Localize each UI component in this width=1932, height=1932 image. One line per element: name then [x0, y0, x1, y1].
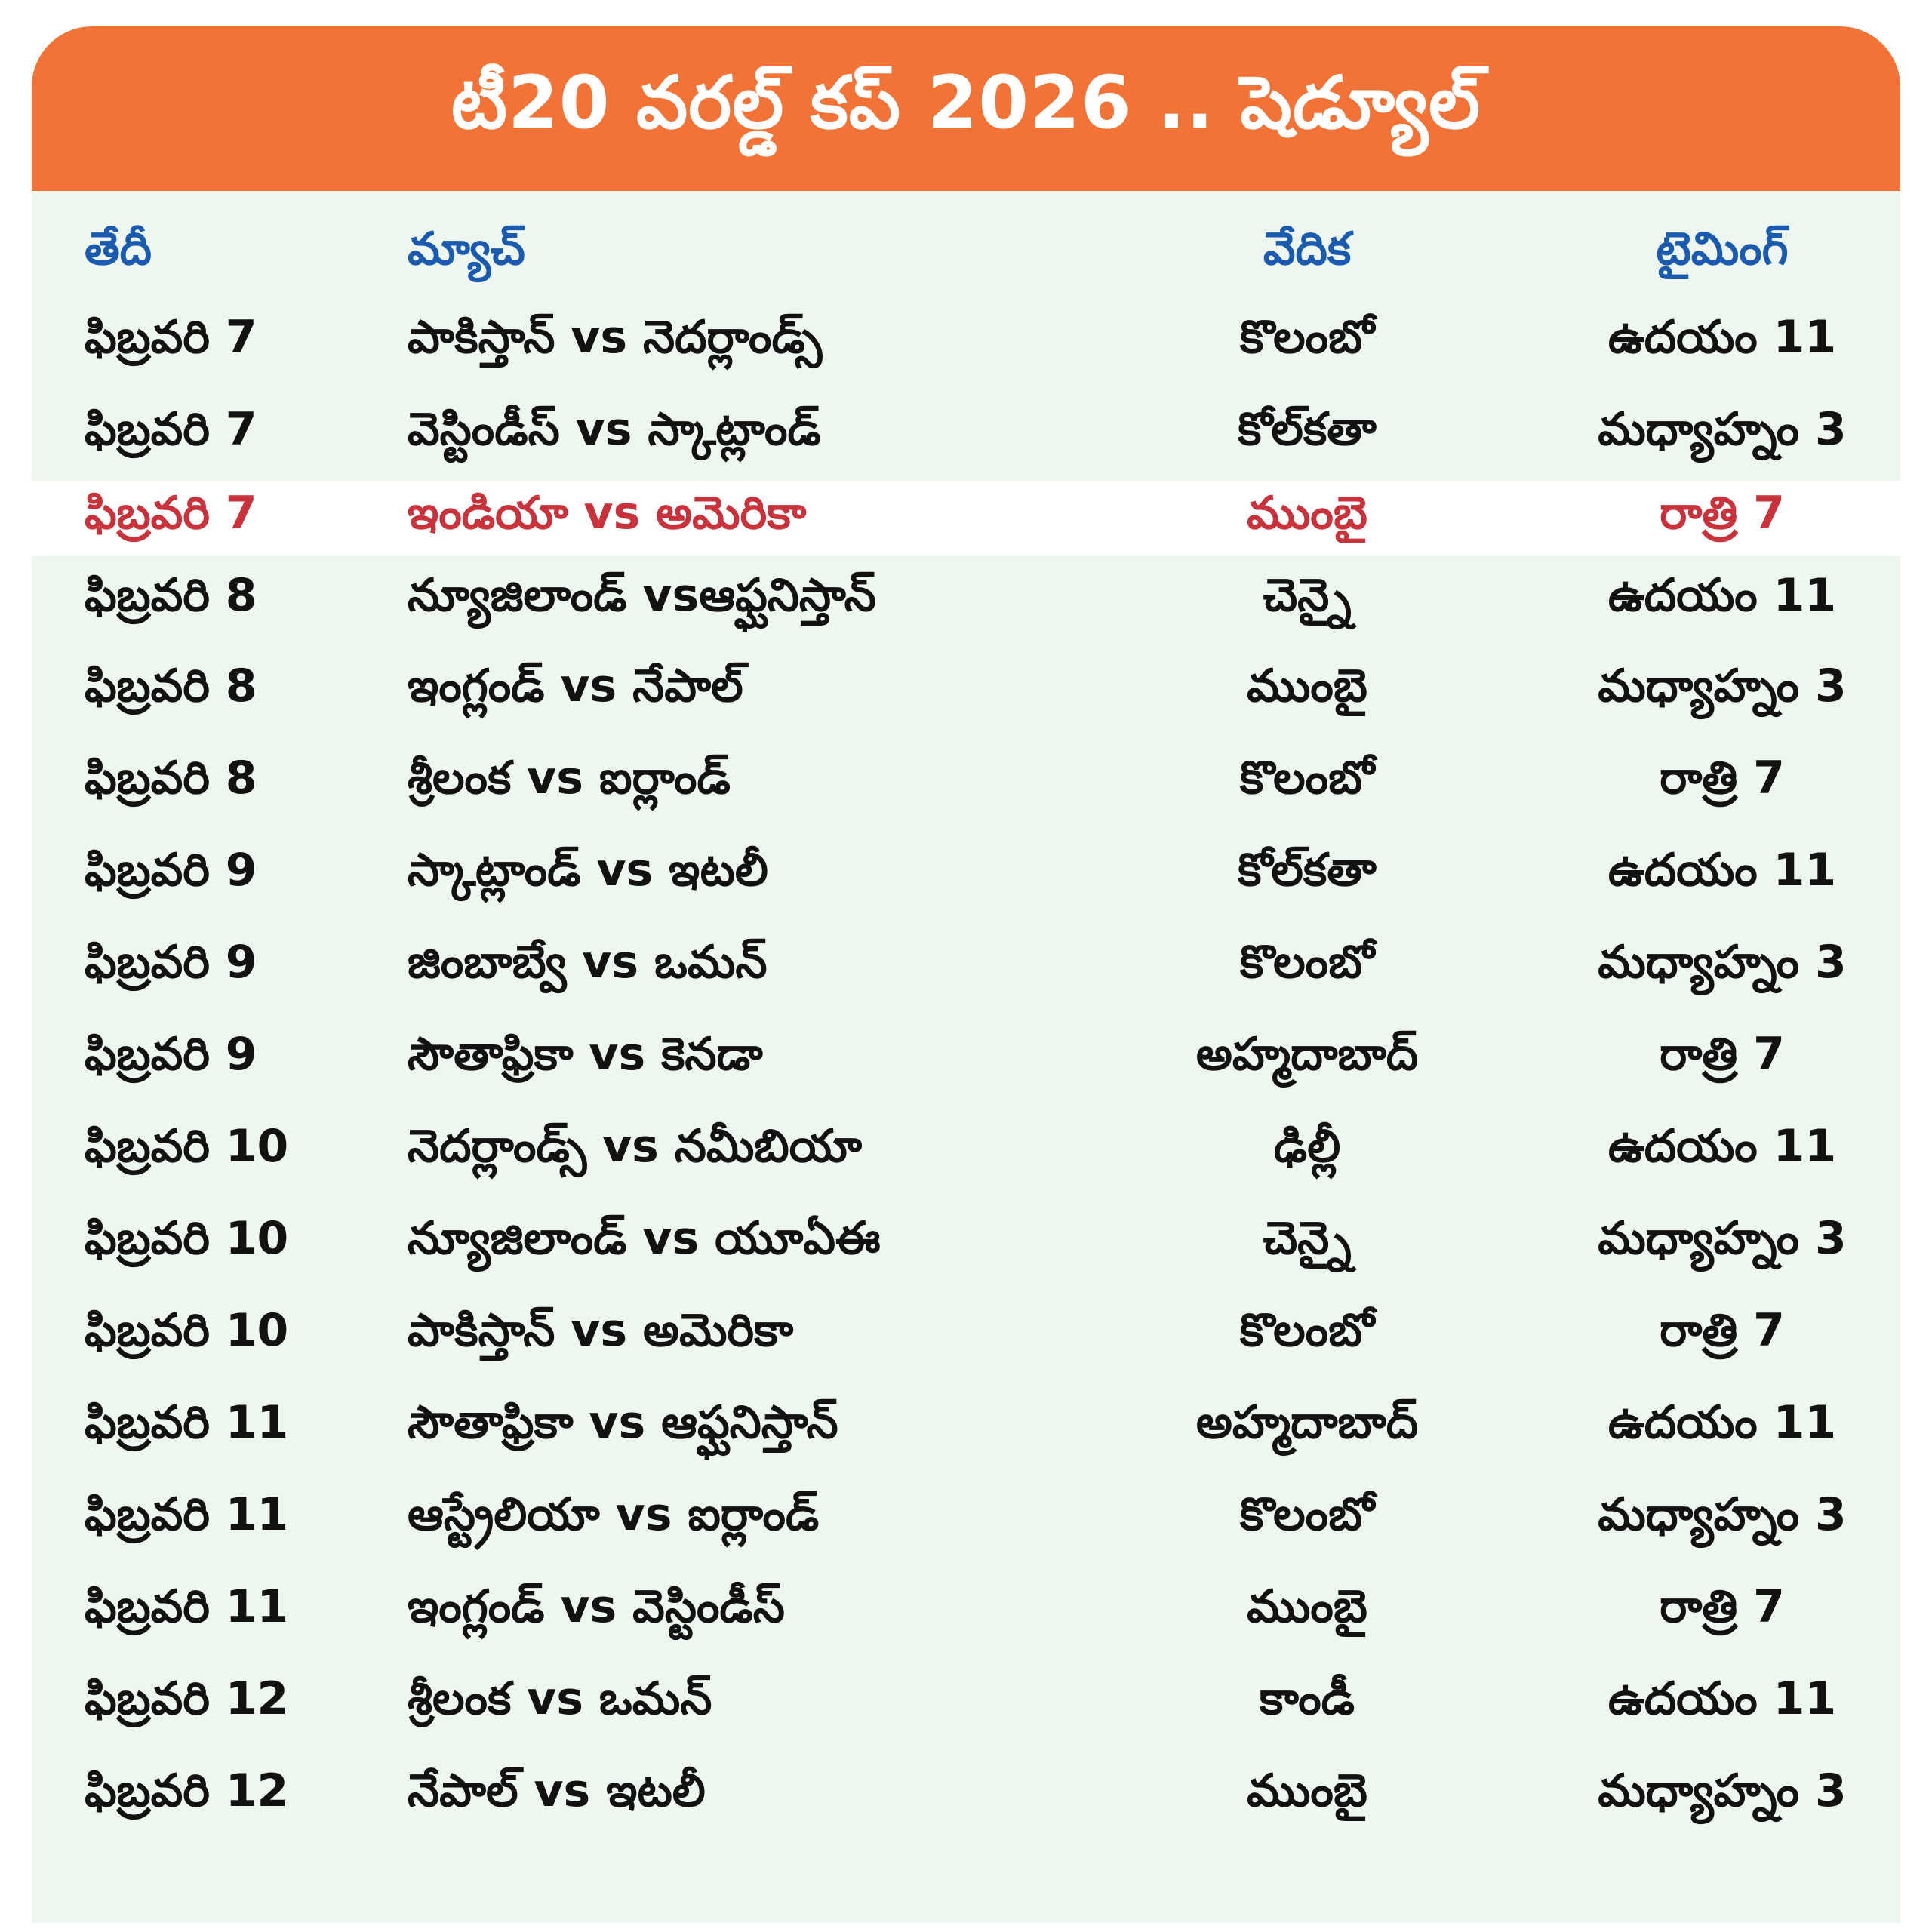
- table-row: [32, 1474, 1900, 1566]
- date-cell: ఫిబ్రవరి 9: [85, 1028, 257, 1081]
- match-cell: ఇంగ్లండ్ vs వెస్టిండీస్: [408, 1580, 785, 1633]
- venue-cell: అహ్మదాబాద్: [1195, 1396, 1419, 1449]
- venue-cell: చెన్నై: [1263, 569, 1352, 622]
- table-row: [32, 1658, 1900, 1750]
- venue-cell: ఢిల్లీ: [1273, 1120, 1341, 1173]
- column-header-timing: టైమింగ్: [1656, 223, 1789, 275]
- column-header-match: మ్యాచ్: [408, 223, 525, 275]
- venue-cell: ముంబై: [1247, 487, 1367, 540]
- match-cell: ఇంగ్లండ్ vs నేపాల్: [408, 660, 743, 712]
- timing-cell: మధ్యాహ్నం 3: [1598, 1764, 1847, 1817]
- timing-cell: మధ్యాహ్నం 3: [1598, 403, 1847, 456]
- timing-cell: ఉదయం 11: [1607, 844, 1837, 897]
- timing-cell: ఉదయం 11: [1607, 1120, 1837, 1173]
- timing-cell: ఉదయం 11: [1607, 1672, 1837, 1725]
- timing-cell: రాత్రి 7: [1660, 1580, 1785, 1633]
- match-cell: న్యూజిలాండ్ vsఆఫ్ఘనిస్తాన్: [408, 569, 876, 622]
- date-cell: ఫిబ్రవరి 8: [85, 660, 257, 712]
- date-cell: ఫిబ్రవరి 11: [85, 1580, 289, 1633]
- venue-cell: కొలంబో: [1239, 936, 1375, 989]
- timing-cell: ఉదయం 11: [1607, 311, 1837, 364]
- venue-cell: కొలంబో: [1239, 752, 1375, 804]
- venue-cell: చెన్నై: [1263, 1212, 1352, 1265]
- table-row: [32, 1566, 1900, 1658]
- date-cell: ఫిబ్రవరి 7: [85, 311, 257, 364]
- date-cell: ఫిబ్రవరి 12: [85, 1672, 289, 1725]
- table-row: [32, 389, 1900, 481]
- table-row: [32, 1106, 1900, 1198]
- table-row: [32, 1198, 1900, 1290]
- timing-cell: రాత్రి 7: [1660, 487, 1785, 540]
- date-cell: ఫిబ్రవరి 10: [85, 1212, 289, 1265]
- venue-cell: అహ్మదాబాద్: [1195, 1028, 1419, 1081]
- table-row: [32, 645, 1900, 737]
- match-cell: నేపాల్ vs ఇటలీ: [408, 1764, 706, 1817]
- venue-cell: ముంబై: [1247, 1764, 1367, 1817]
- column-header-row: [32, 191, 1900, 297]
- table-row: [32, 556, 1900, 645]
- match-cell: వెస్టిండీస్ vs స్కాట్లాండ్: [408, 403, 821, 456]
- table-row: [32, 1290, 1900, 1382]
- match-cell: శ్రీలంక vs ఒమన్: [408, 1672, 712, 1725]
- venue-cell: ముంబై: [1247, 660, 1367, 712]
- date-cell: ఫిబ్రవరి 10: [85, 1120, 289, 1173]
- date-cell: ఫిబ్రవరి 7: [85, 487, 257, 540]
- timing-cell: రాత్రి 7: [1660, 752, 1785, 804]
- table-row-highlighted: [32, 481, 1900, 556]
- date-cell: ఫిబ్రవరి 8: [85, 569, 257, 622]
- timing-cell: మధ్యాహ్నం 3: [1598, 1212, 1847, 1265]
- schedule-table: [32, 191, 1900, 1842]
- venue-cell: కొలంబో: [1239, 1304, 1375, 1357]
- match-cell: పాకిస్తాన్ vs నెదర్లాండ్స్: [408, 311, 823, 364]
- venue-cell: కొలంబో: [1239, 311, 1375, 364]
- timing-cell: రాత్రి 7: [1660, 1028, 1785, 1081]
- timing-cell: రాత్రి 7: [1660, 1304, 1785, 1357]
- schedule-title: టీ20 వరల్డ్ కప్ 2026 .. షెడ్యూల్: [32, 26, 1900, 191]
- date-cell: ఫిబ్రవరి 9: [85, 844, 257, 897]
- table-row: [32, 829, 1900, 921]
- date-cell: ఫిబ్రవరి 9: [85, 936, 257, 989]
- match-cell: పాకిస్తాన్ vs అమెరికా: [408, 1304, 794, 1357]
- timing-cell: మధ్యాహ్నం 3: [1598, 936, 1847, 989]
- table-row: [32, 1382, 1900, 1474]
- venue-cell: కోల్‌కతా: [1238, 844, 1377, 897]
- timing-cell: ఉదయం 11: [1607, 569, 1837, 622]
- match-cell: స్కాట్లాండ్ vs ఇటలీ: [408, 844, 768, 897]
- timing-cell: మధ్యాహ్నం 3: [1598, 660, 1847, 712]
- date-cell: ఫిబ్రవరి 11: [85, 1488, 289, 1541]
- match-cell: నెదర్లాండ్స్ vs నమీబియా: [408, 1120, 863, 1173]
- date-cell: ఫిబ్రవరి 7: [85, 403, 257, 456]
- timing-cell: ఉదయం 11: [1607, 1396, 1837, 1449]
- table-row: [32, 921, 1900, 1014]
- match-cell: సౌతాఫ్రికా vs ఆఫ్ఘనిస్తాన్: [408, 1396, 838, 1449]
- venue-cell: కోల్‌కతా: [1238, 403, 1377, 456]
- venue-cell: ముంబై: [1247, 1580, 1367, 1633]
- date-cell: ఫిబ్రవరి 8: [85, 752, 257, 804]
- timing-cell: మధ్యాహ్నం 3: [1598, 1488, 1847, 1541]
- match-cell: సౌతాఫ్రికా vs కెనడా: [408, 1028, 763, 1081]
- column-header-venue: వేదిక: [1263, 223, 1352, 275]
- date-cell: ఫిబ్రవరి 10: [85, 1304, 289, 1357]
- table-row: [32, 1014, 1900, 1106]
- table-row: [32, 1750, 1900, 1842]
- match-cell: ఆస్ట్రేలియా vs ఐర్లాండ్: [408, 1488, 820, 1541]
- match-cell: ఇండియా vs అమెరికా: [408, 487, 807, 540]
- table-row: [32, 297, 1900, 389]
- column-header-date: తేదీ: [85, 223, 152, 275]
- venue-cell: కాండీ: [1259, 1672, 1355, 1725]
- match-cell: శ్రీలంక vs ఐర్లాండ్: [408, 752, 731, 804]
- date-cell: ఫిబ్రవరి 11: [85, 1396, 289, 1449]
- date-cell: ఫిబ్రవరి 12: [85, 1764, 289, 1817]
- match-cell: న్యూజిలాండ్ vs యూఏఈ: [408, 1212, 881, 1265]
- schedule-card: [32, 26, 1900, 1923]
- table-row: [32, 737, 1900, 829]
- match-cell: జింబాబ్వే vs ఒమన్: [408, 936, 768, 989]
- venue-cell: కొలంబో: [1239, 1488, 1375, 1541]
